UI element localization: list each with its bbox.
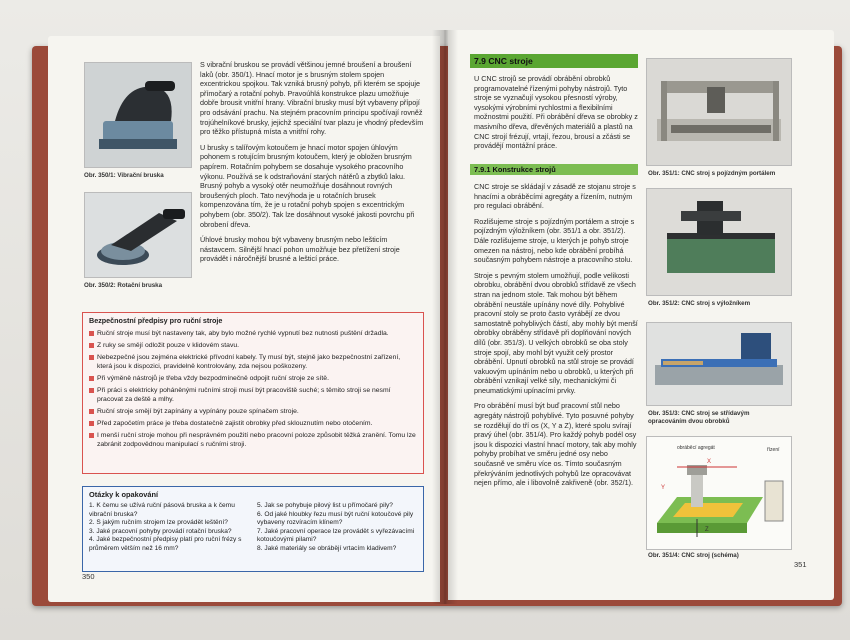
diagram-label: Z xyxy=(705,527,709,533)
question-item: 1. K čemu se užívá ruční pásová bruska a k čemu vibrační bruska? xyxy=(89,502,235,518)
figure-caption: Obr. 351/3: CNC stroj se střídavým opracováním dvou obrobků xyxy=(648,410,750,425)
review-questions-box xyxy=(82,486,424,572)
safety-item: Ruční stroje musí být nastaveny tak, aby bylo možné rychlé vypnutí bez nutnosti puštění držadla. xyxy=(97,329,417,338)
question-item: 4. Jaké bezpečnostní předpisy platí pro ruční frézy s průměrem větším než 16 mm? xyxy=(89,536,242,552)
section-title: 7.9 CNC stroje xyxy=(470,54,638,68)
right-page xyxy=(448,30,834,600)
safety-item: Nebezpečné jsou zejména elektrické přívodní kabely. Ty musí být, stejně jako bezpečnostní zařízení, která jsou k dispozici, pravidelně kontrolovány, zda nejsou poškozeny. xyxy=(97,353,417,371)
left-page xyxy=(48,36,440,602)
rotary-sander-photo xyxy=(84,192,192,278)
safety-item: Před započetím práce je třeba dostatečně zajistit obrobky před sklouznutím nebo otočením. xyxy=(97,419,417,428)
diagram-label: obráběcí agregát xyxy=(677,445,715,451)
safety-item: Při práci s elektricky poháněnými ručními stroji musí být pracoviště suché; s těmito stroji se nesmí pracovat za deště a mlhy. xyxy=(97,386,417,404)
gantry-cnc-photo xyxy=(646,58,792,166)
questions-left-column xyxy=(89,502,249,553)
diagram-label: Y xyxy=(661,485,666,491)
question-item: 8. Jaké materiály se obrábějí vrtacím kladivem? xyxy=(257,544,397,552)
subsection-title: 7.9.1 Konstrukce strojů xyxy=(470,164,638,175)
boom-cnc-photo xyxy=(646,188,792,296)
question-item: 3. Jaké pracovní pohyby provádí rotační bruska? xyxy=(89,527,232,535)
paragraph-axes: Pro obrábění musí být buď pracovní stůl nebo agregáty nástrojů pohyblivé. Tyto posuvné pohyby se rozdělují do tří os (X, Y a Z), které spolu svírají pravý úhel (obr. 351/4). Pro každý pohyb podél osy jsou k dispozici vlastní hnací motory, tak aby mohly pohyby probíhat ve směru jedné osy nebo současně ve směru více os. Tímto současným překrýváním jednotlivých pohybů lze opracovávat nejen přímo, ale i libovolně zakřiveně (obr. 352/1). xyxy=(474,401,637,488)
question-item: 5. Jak se pohybuje pilový list u přímočaré pily? xyxy=(257,502,393,509)
figure-caption: Obr. 351/2: CNC stroj s výložníkem xyxy=(648,300,751,307)
questions-title: Otázky k opakování xyxy=(89,490,159,499)
paragraph-rotary: U brusky s talířovým kotoučem je hnací motor spojen úhlovým pohonem s rotujícím brusným kotoučem, který je obložen brusným papírem. Rotačním pohybem se dosahuje vysokého pracovního výkonu. Používá se k odstraňování starých nátěrů a zbytků laku. Brusný pohyb a vysoký otěr neumožňuje dosáhnout rovných broušených ploch. Tato nevýhoda je u rotačních brusek kompenzována tím, že je u rotační pohyb spojen s excentrickým pohybem (obr. 350/2). Tak lze dosáhnout vysoké jakosti povrchu při obrobení dřeva. xyxy=(200,142,415,229)
alternating-cnc-photo xyxy=(646,322,792,406)
safety-item: Ruční stroje smějí být zapínány a vypínány pouze spínačem stroje. xyxy=(97,407,417,416)
paragraph-types: Rozlišujeme stroje s pojízdným portálem a stroje s pojízdným výložníkem (obr. 351/1 a obr. 351/2). Dále rozlišujeme stroje, u kterých je pohyb stroje omezen na nástroj, nebo kde obrábění probíhá současným pohybem nástroje a pracovního stolu. xyxy=(474,216,635,265)
text-column xyxy=(200,60,426,264)
page-number-left: 350 xyxy=(82,572,95,581)
figure-caption: Obr. 350/2: Rotační bruska xyxy=(84,282,163,289)
safety-box-title: Bezpečnostní předpisy pro ruční stroje xyxy=(89,316,223,325)
question-item: 6. Od jaké hloubky řezu musí být ruční kotoučové pily vybaveny rozvíracím klínem? xyxy=(257,510,414,526)
safety-item: I menší ruční stroje mohou při nesprávném použití nebo pracovní poloze způsobit těžká zranění. Tomu lze zabránit zodpovědnou manipulací s ručními stroji. xyxy=(97,432,416,448)
safety-item: Při výměně nástrojů je třeba vždy bezpodmínečně odpojit ruční stroje ze sítě. xyxy=(97,374,417,383)
paragraph-vibration: S vibrační bruskou se provádí většinou jemné broušení a broušení laků (obr. 350/1). Hnací motor je s brusným stolem spojen excentrickou spojkou. Tak vzniká brusný pohyb, při kterém se spojuje přímočarý a rotační pohyb. Pravoúhlá konstrukce plazu umožňuje dobře brousit vnitřní hrany. Vibrační brusky musí být vybaveny přípojí pro odsávání prachu. Na stejném pracovním principu spočívají rovněž trojúhelníkové brusky, jejichž speciální tvar plazu je vhodný především pro těžko přístupná místa a vnitřní rohy. xyxy=(200,60,424,137)
safety-item: Z ruky se smějí odložit pouze v klidovém stavu. xyxy=(97,341,417,350)
paragraph-tables: Stroje s pevným stolem umožňují, podle velikosti obrobku, obrábění dvou obrobků střídavě ze všech stran na jednom stole. Tak mohou být během obrábění neustále upínány nové díly. Pohyblivé pracovní stoly se proto často vyrábějí ze dvou samostatně pohyblivých částí, aby mohly být menší obrobky obráběny střídavě při doplňování nových dílů (obr. 351/3). U velkých obrobků se oba stoly stroje spojí, aby mohl být využit celý prostor obrábění. Upnutí obrobků na stůl stroje se provádí vakuovým upínáním nebo u obrobků, u kterých při obrábění vznikají velké síly, mechanickými či pneumatickými upínacími prvky. xyxy=(474,270,638,395)
book-gutter xyxy=(432,30,458,604)
question-item: 7. Jaké pracovní operace lze provádět s vyřezávacími kotoučovými pilami? xyxy=(257,527,415,543)
vibration-sander-photo xyxy=(84,62,192,168)
body-text xyxy=(474,182,638,488)
figure-caption: Obr. 351/1: CNC stroj s pojízdným portálem xyxy=(648,170,776,177)
page-number-right: 351 xyxy=(794,560,807,569)
question-item: 2. S jakým ručním strojem lze provádět leštění? xyxy=(89,519,228,526)
questions-right-column xyxy=(257,502,417,553)
paragraph-composition: CNC stroje se skládají v zásadě ze stojanu stroje s hnacími a obráběcími agregáty a řízením, nutným pro regulaci obrábění. xyxy=(474,182,636,211)
figure-caption: Obr. 351/4: CNC stroj (schéma) xyxy=(648,552,739,559)
diagram-label: řízení xyxy=(767,447,780,453)
paragraph-angle: Úhlové brusky mohou být vybaveny brusným nebo lešticím nástavcem. Silnější hnací pohon umožňuje bez přetížení stroje provádět i náročnější brusné a lešticí práce. xyxy=(200,235,400,264)
cnc-schema-diagram xyxy=(646,436,792,550)
figure-caption: Obr. 350/1: Vibrační bruska xyxy=(84,172,164,179)
intro-paragraph: U CNC strojů se provádí obrábění obrobků programovatelné řízenými pohyby nástrojů. Tyto stroje se vyznačují vysokou přesností výroby, vysokými výrobními rychlostmi a flexibilními možnostmi použití. Při obrábění dřeva se obrobky z masivního dřeva, dřevěných materiálů a plastů na CNC strojí frézují, vrtají, řezou, brousí a zčásti se provádějí montážní práce. xyxy=(474,74,638,151)
safety-rules-box xyxy=(82,312,424,474)
diagram-label: X xyxy=(707,459,712,465)
